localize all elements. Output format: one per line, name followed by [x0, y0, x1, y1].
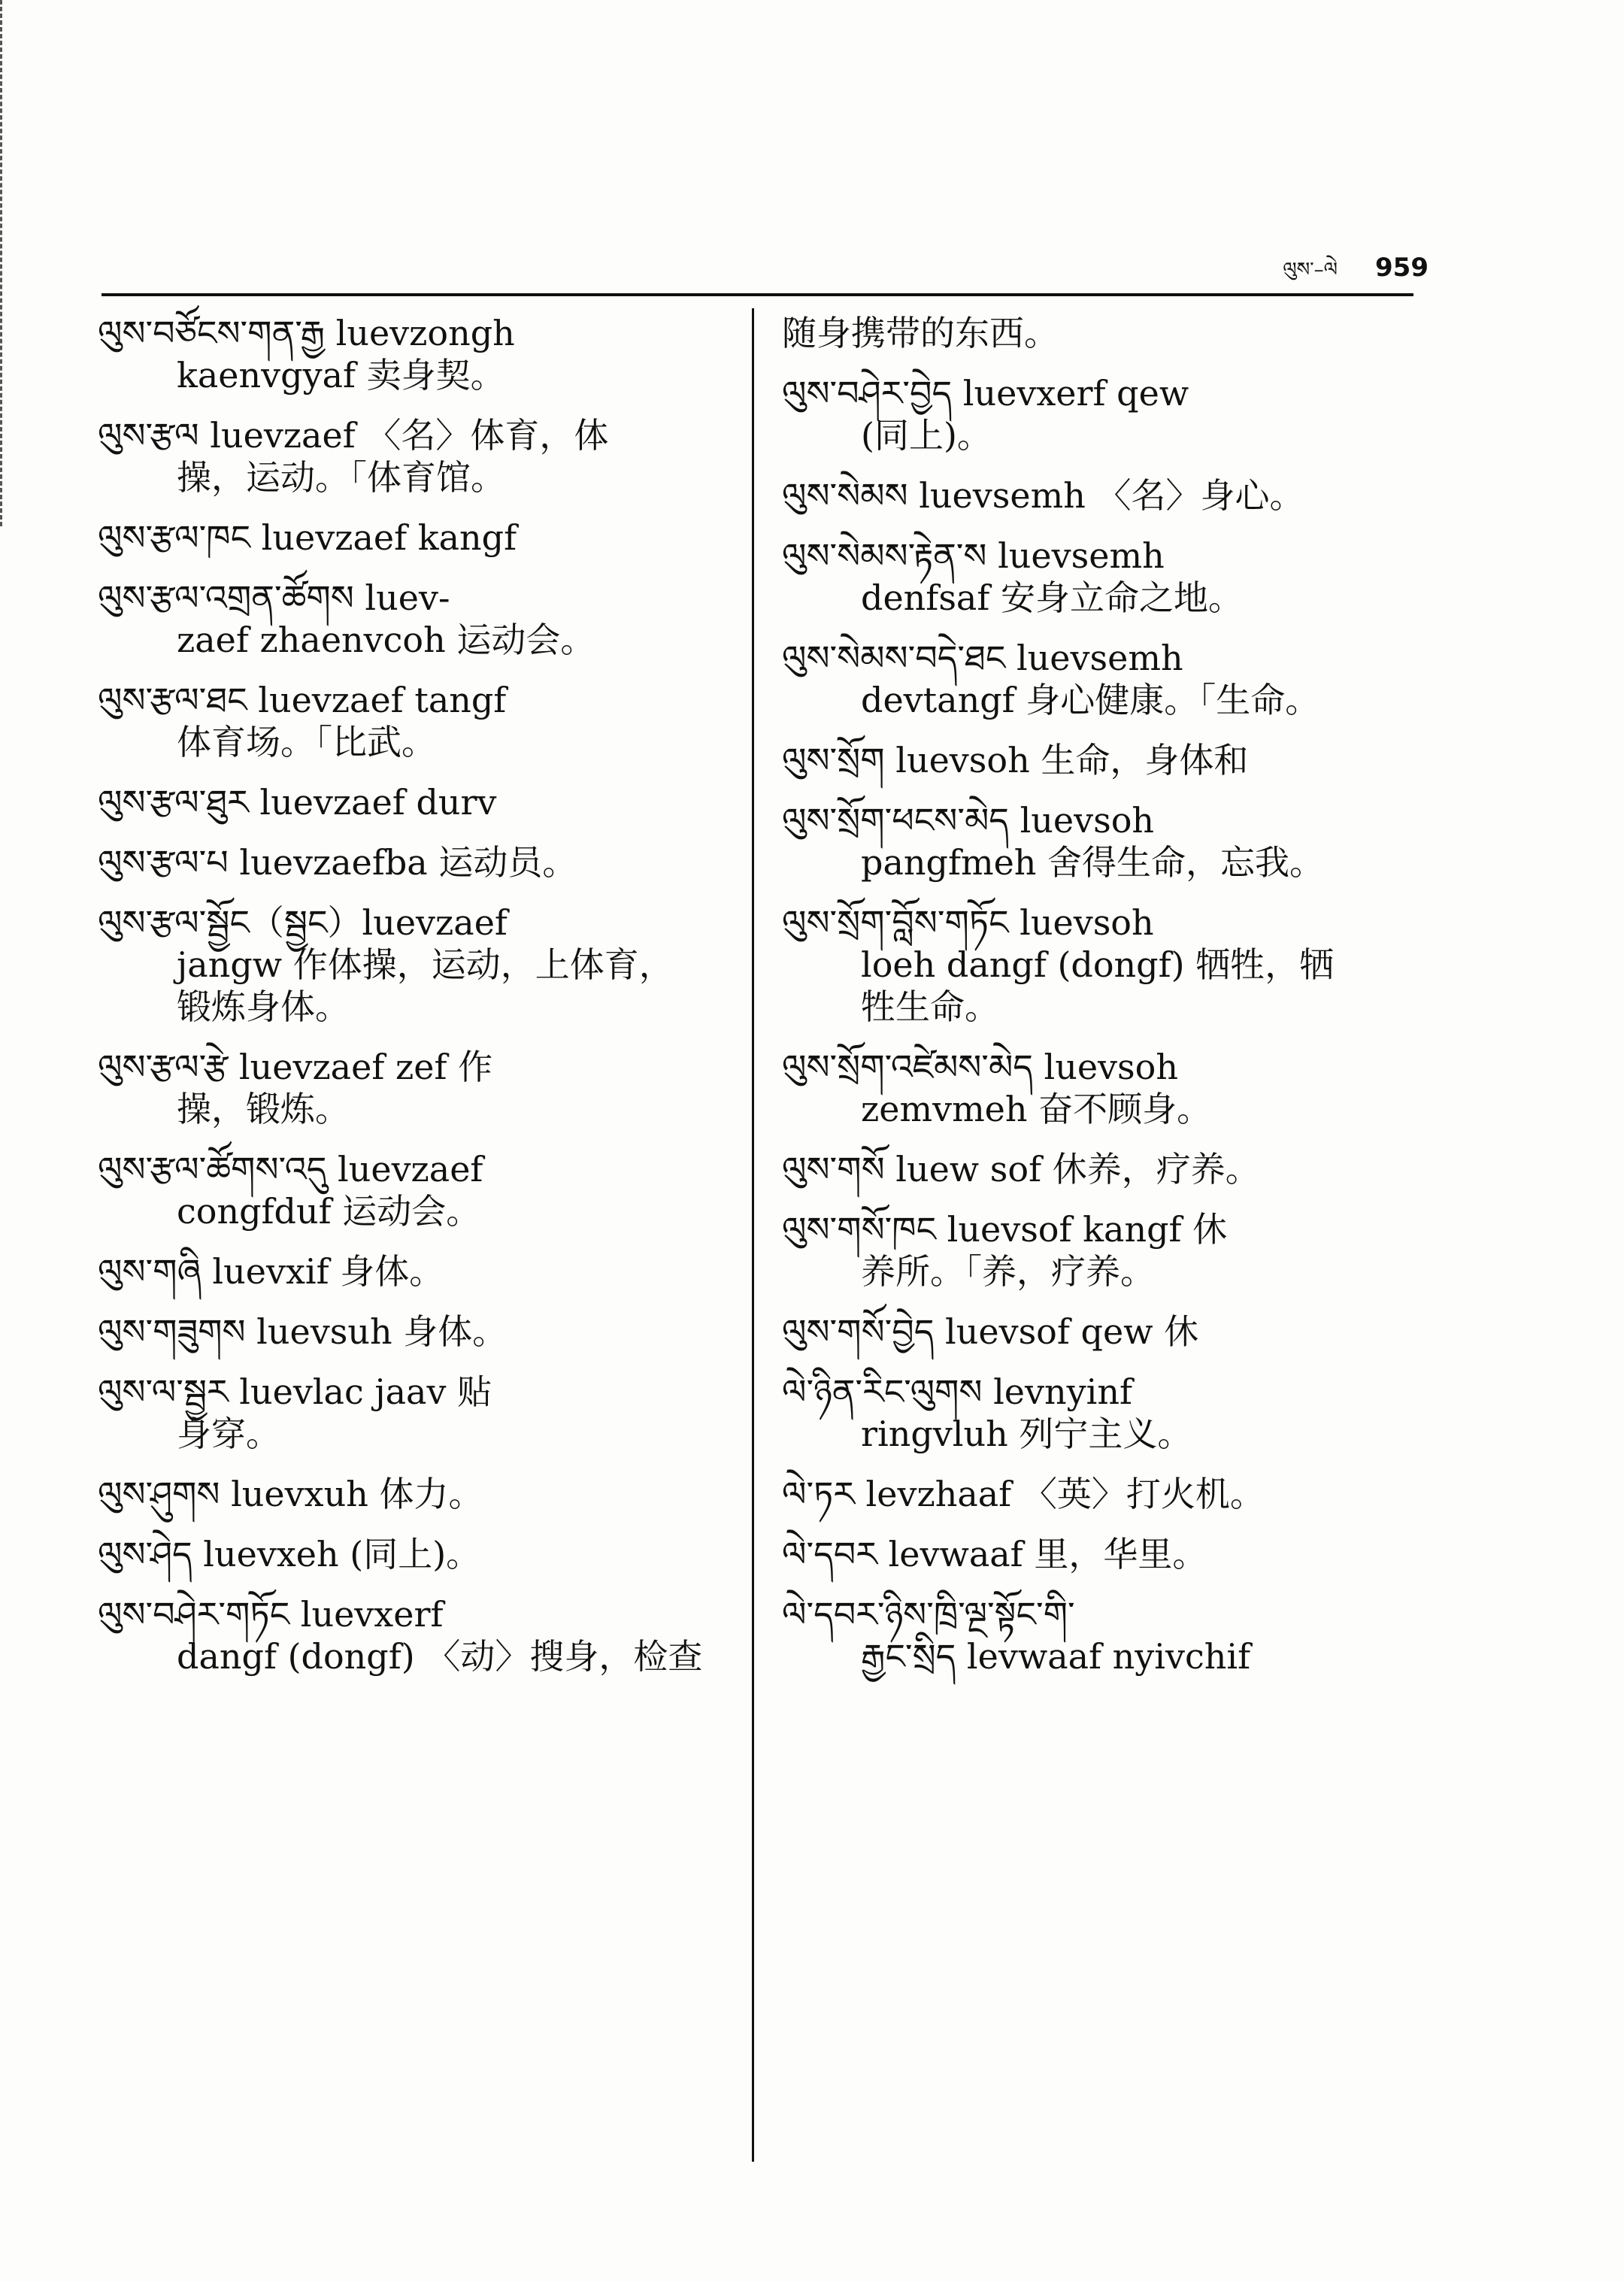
entry-continuation: (同上)。	[861, 415, 992, 456]
dictionary-entry	[98, 1593, 733, 1677]
dictionary-entry	[782, 312, 1421, 354]
dictionary-entry	[782, 1593, 1421, 1677]
dictionary-entry	[98, 577, 733, 661]
entry-headline: ལུས་རྩལ་ཚོགས་འདུ luevzaef	[98, 1149, 483, 1189]
entry-continuation: kaenvgyaf 卖身契。	[177, 355, 505, 395]
entry-continuation: 体育场。「比武。	[177, 722, 436, 762]
entry-headline: ལུས་རྩལ་རྩེ luevzaef zef 作	[98, 1047, 493, 1087]
entry-continuation: 操，运动。「体育馆。	[177, 457, 505, 498]
entry-headline: ལུས་ཤེད luevxeh (同上)。	[98, 1534, 481, 1574]
entry-headline: ལུས་རྩལ luevzaef 〈名〉体育，体	[98, 415, 609, 456]
entry-headline: ལུས་གསོ luew sof 休养，疗养。	[782, 1149, 1260, 1189]
entry-headline: ལུས་རྩལ་ཐང luevzaef tangf	[98, 680, 507, 720]
entry-headline: ལུས་རྩལ་ཁང luevzaef kangf	[98, 517, 517, 558]
entry-headline: ལུས་སྲོག་འཛེམས་མེད luevsoh	[782, 1047, 1178, 1087]
entry-continuation: jangw 作体操，运动，上体育，	[177, 944, 674, 985]
entry-headline: ལུས་བཤེར་གཏོང luevxerf	[98, 1594, 444, 1635]
entry-continuation: 身穿。	[177, 1414, 280, 1454]
dictionary-entry	[782, 1533, 1421, 1575]
page-number: 959	[1375, 253, 1429, 283]
entry-headline: ལེ་དབར་ཉིས་ཁྲི་ལྔ་སྟོང་གི་	[782, 1594, 1075, 1635]
left-column	[98, 312, 733, 1696]
entry-headline: ལུས་གསོ་བྱེད luevsof qew 休	[782, 1311, 1199, 1352]
dictionary-entry	[98, 781, 733, 823]
entry-continuation: རྒྱང་སྲིད levwaaf nyivchif	[861, 1636, 1251, 1677]
entry-continuation: zaef zhaenvcoh 运动会。	[177, 620, 595, 660]
dictionary-entry	[98, 1046, 733, 1130]
dictionary-entry	[782, 535, 1421, 619]
entry-headline: ལུས་གཟུགས luevsuh 身体。	[98, 1311, 508, 1352]
entry-headline: ལེ་ཏར levzhaaf 〈英〉打火机。	[782, 1474, 1265, 1514]
entry-headline: ལུས་སེམས luevsemh 〈名〉身心。	[782, 475, 1304, 516]
dictionary-entry	[782, 372, 1421, 456]
dictionary-entry	[98, 1311, 733, 1353]
dictionary-entry	[98, 902, 733, 1028]
dictionary-entry	[782, 1046, 1421, 1130]
right-column	[782, 312, 1421, 1696]
entry-continuation: denfsaf 安身立命之地。	[861, 577, 1243, 618]
entry-headline: ལུས་ལ་སྦྱར luevlac jaav 贴	[98, 1371, 492, 1412]
entry-continuation: dangf (dongf) 〈动〉搜身，检查	[177, 1636, 703, 1677]
entry-headline: ལུས་རྩལ་པ luevzaefba 运动员。	[98, 842, 577, 883]
entry-continuation: 锻炼身体。	[177, 986, 350, 1027]
entry-headline: ལུས་བཙོངས་གན་རྒྱ luevzongh	[98, 313, 515, 353]
dictionary-entry	[98, 1148, 733, 1232]
dictionary-entry	[782, 1208, 1421, 1293]
entry-headline: ལེ་དབར levwaaf 里，华里。	[782, 1534, 1207, 1574]
entry-continuation: 操，锻炼。	[177, 1089, 350, 1129]
entry-continuation: 养所。「养，疗养。	[861, 1251, 1155, 1292]
entry-headline: ལུས་སྲོག་ཕངས་མེད luevsoh	[782, 800, 1155, 841]
dictionary-entry	[98, 312, 733, 396]
dictionary-entry	[782, 1148, 1421, 1190]
dictionary-entry	[98, 1473, 733, 1515]
entry-continuation: zemvmeh 奋不顾身。	[861, 1089, 1212, 1129]
dictionary-entry	[782, 799, 1421, 883]
entry-headline: ལུས་གཞི luevxif 身体。	[98, 1251, 444, 1292]
dictionary-entry	[98, 1250, 733, 1293]
entry-headline: ལུས་རྩལ་སྦྱོང（སྦྱང）luevzaef	[98, 902, 508, 943]
entry-headline: ལུས་རྩལ་འགྲན་ཚོགས luev-	[98, 577, 450, 618]
entry-headline: ལེ་ཉིན་རིང་ལུགས levnyinf	[782, 1371, 1132, 1412]
dictionary-entry	[782, 1371, 1421, 1455]
dictionary-entry	[782, 1473, 1421, 1515]
dictionary-entry	[782, 637, 1421, 721]
running-head: ལུས་–ལེ	[1283, 259, 1338, 281]
entry-continuation: pangfmeh 舍得生命，忘我。	[861, 842, 1325, 883]
dictionary-entry	[782, 1311, 1421, 1353]
dictionary-entry	[98, 1371, 733, 1455]
entry-headline: 随身携带的东西。	[782, 313, 1059, 353]
dictionary-entry	[98, 414, 733, 499]
entry-headline: ལུས་རྩལ་ཐུར luevzaef durv	[98, 782, 497, 823]
column-divider	[752, 308, 754, 2162]
entry-headline: ལུས་སྲོག་བློས་གཏོང luevsoh	[782, 902, 1154, 943]
dictionary-entry	[98, 841, 733, 883]
entry-continuation: congfduf 运动会。	[177, 1191, 481, 1232]
dictionary-entry	[98, 1533, 733, 1575]
entry-headline: ལུས་ཤུགས luevxuh 体力。	[98, 1474, 483, 1514]
dictionary-entry	[98, 517, 733, 559]
entry-headline: ལུས་སྲོག luevsoh 生命，身体和	[782, 740, 1249, 780]
dictionary-entry	[782, 474, 1421, 517]
entry-continuation: ringvluh 列宁主义。	[861, 1414, 1192, 1454]
entry-headline: ལུས་གསོ་ཁང luevsof kangf 休	[782, 1209, 1228, 1250]
entry-headline: ལུས་སེམས་བདེ་ཐང luevsemh	[782, 638, 1183, 678]
entry-continuation: loeh dangf (dongf) 牺牲，牺	[861, 944, 1335, 985]
entry-continuation: 牲生命。	[861, 986, 999, 1027]
entry-continuation: devtangf 身心健康。「生命。	[861, 680, 1320, 720]
dictionary-entry	[98, 679, 733, 763]
dictionary-entry	[782, 902, 1421, 1028]
header-rule	[102, 293, 1413, 296]
entry-headline: ལུས་བཤེར་བྱེད luevxerf qew	[782, 373, 1189, 414]
entry-headline: ལུས་སེམས་རྟེན་ས luevsemh	[782, 535, 1165, 576]
scan-edge	[0, 0, 8, 526]
dictionary-entry	[782, 739, 1421, 781]
